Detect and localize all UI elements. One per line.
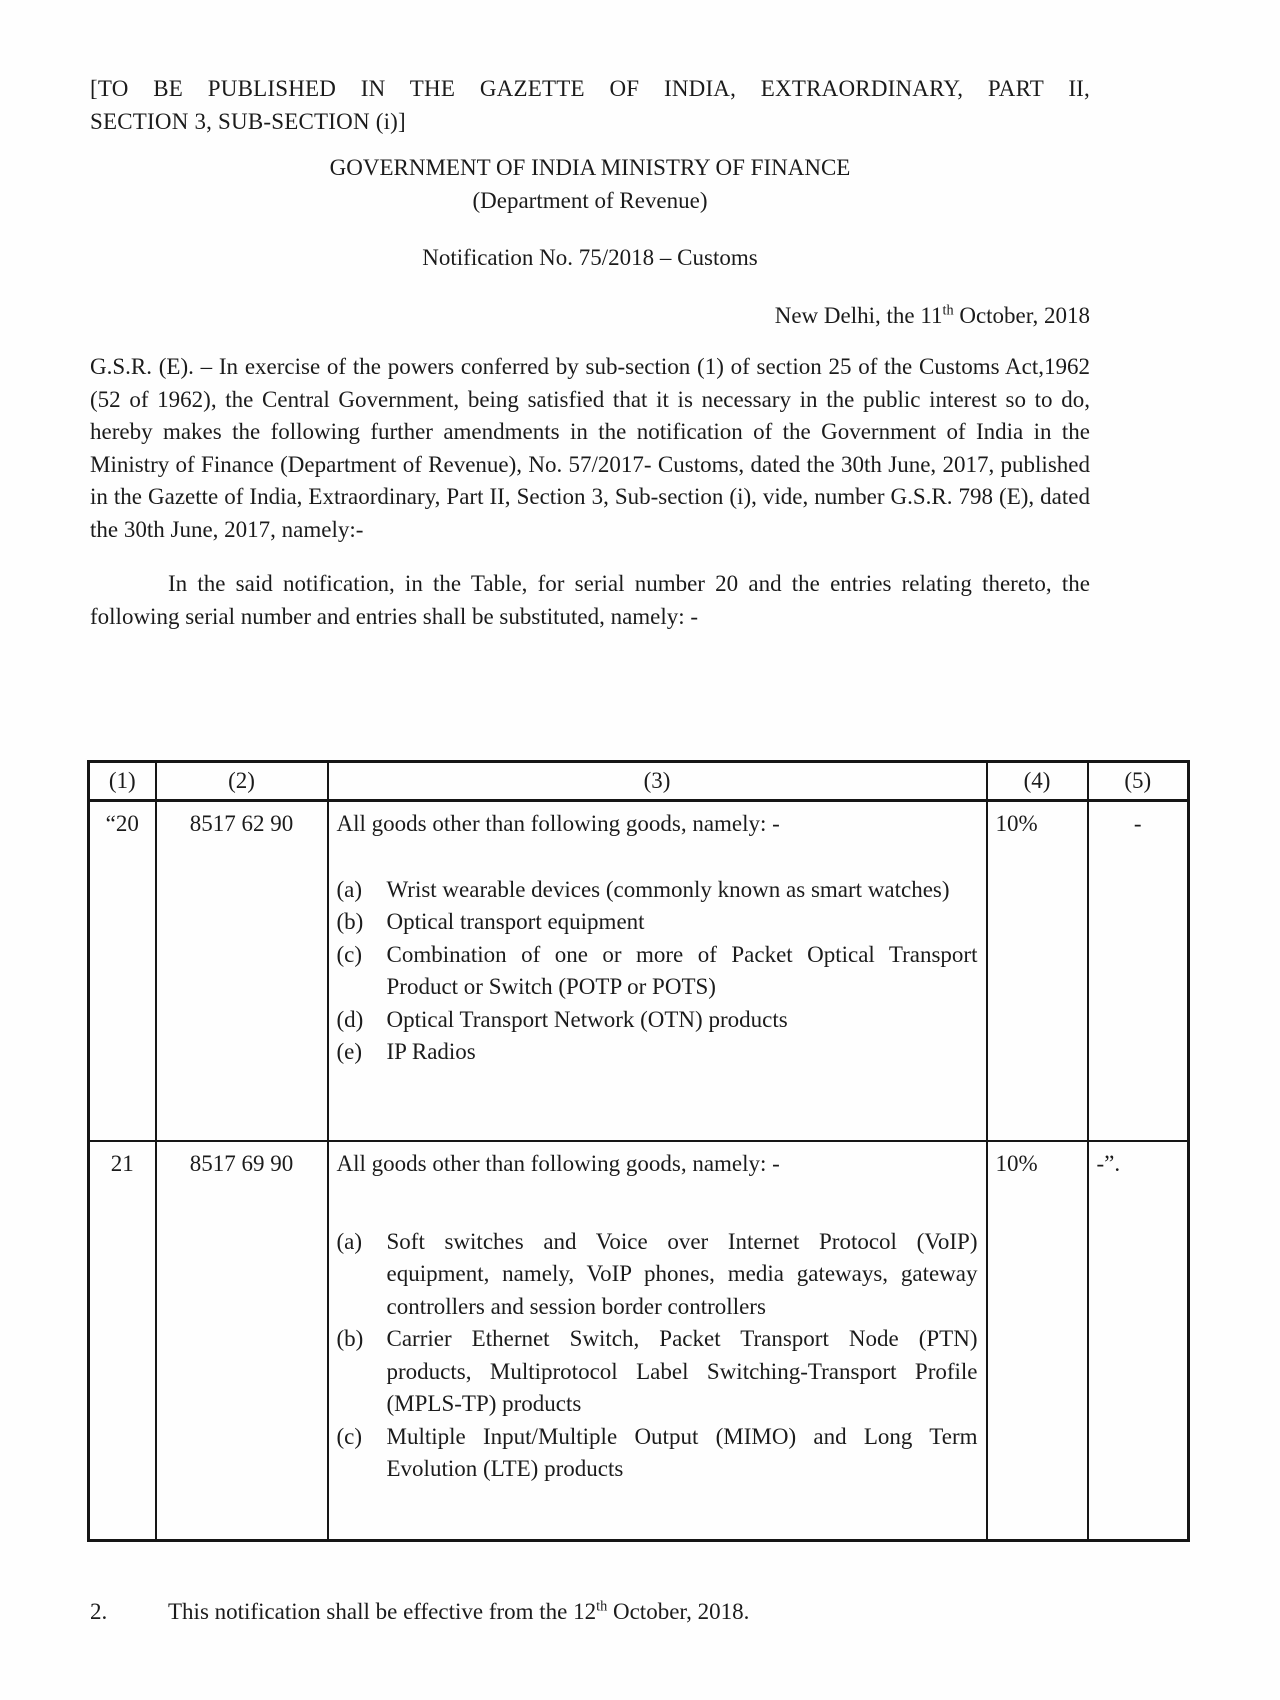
list-item: [337, 1421, 978, 1486]
description-item-list: [337, 1226, 978, 1486]
date-prefix: New Delhi, the 11: [774, 302, 943, 328]
gazette-notice-line2: SECTION 3, SUB-SECTION (i)]: [90, 108, 406, 134]
date-ordinal-suffix: th: [942, 301, 954, 318]
description-item-list: [337, 874, 978, 1069]
list-item: [337, 874, 978, 907]
effective-date-text: [168, 1599, 749, 1624]
substitution-paragraph: In the said notification, in the Table, for serial number 20 and the entries relating thereto, the following serial number and entries shall be substituted, namely: -: [90, 571, 1090, 629]
item-text: Optical Transport Network (OTN) products: [386, 1006, 788, 1032]
item-text: Soft switches and Voice over Internet Protocol (VoIP) equipment, namely, VoIP phones, media gateways, gateway controllers and session border controllers: [386, 1228, 978, 1319]
condition-cell: -”.: [1088, 1141, 1189, 1541]
date-line: [90, 300, 1090, 333]
item-label: (c): [336, 941, 363, 967]
gazette-publication-notice: [90, 73, 1090, 138]
date-suffix: October, 2018: [953, 302, 1090, 328]
item-text: Wrist wearable devices (commonly known as smart watches): [386, 876, 950, 902]
description-intro: All goods other than following goods, namely: -: [336, 1151, 780, 1176]
item-label: (b): [336, 1326, 364, 1351]
notification-title: Notification No. 75/2018 – Customs: [422, 245, 758, 270]
item-label: (d): [336, 1006, 364, 1032]
description-cell: [328, 1141, 987, 1541]
list-item: [337, 1004, 978, 1037]
table-row-serial-20: [89, 801, 1189, 1142]
table-header-col2: (2): [156, 762, 328, 801]
list-item: [337, 906, 978, 939]
item-text: Multiple Input/Multiple Output (MIMO) and Long Term Evolution (LTE) products: [386, 1423, 978, 1481]
gsr-paragraph: G.S.R. (E). – In exercise of the powers conferred by sub-section (1) of section 25 of the Customs Act,1962 (52 of 1962), the Central Government, being satisfied that it is necessary in the public interest so to do, hereby makes the following further amendments in the notification of the Government of India in the Ministry of Finance (Department of Revenue), No. 57/2017- Customs, dated the 30th June, 2017, published in the Gazette of India, Extraordinary, Part II, Section 3, Sub-section (i), vide, number G.S.R. 798 (E), dated the 30th June, 2017, namely:-: [90, 354, 1090, 542]
item-label: (b): [336, 909, 364, 934]
serial-number-cell: 21: [89, 1141, 156, 1541]
effective-date-paragraph: [90, 1596, 1090, 1629]
effective-date-ordinal-suffix: th: [596, 1598, 608, 1615]
list-item: [337, 1323, 978, 1421]
item-text: IP Radios: [386, 1039, 476, 1064]
item-label: (a): [336, 1228, 363, 1254]
serial-number-cell: “20: [89, 801, 156, 1142]
table-header-row: [89, 762, 1189, 801]
item-label: (a): [336, 876, 363, 902]
table-header-col1: (1): [89, 762, 156, 801]
item-label: (c): [336, 1423, 363, 1449]
effective-date-prefix: This notification shall be effective from the 12: [168, 1599, 597, 1624]
description-cell: [328, 801, 987, 1142]
item-label: (e): [336, 1039, 363, 1064]
duty-rate-cell: 10%: [987, 801, 1088, 1142]
table-header-col3: (3): [328, 762, 987, 801]
effective-date-suffix: October, 2018.: [607, 1599, 750, 1624]
customs-duty-table: [87, 760, 1190, 1542]
gazette-notice-line1: [TO BE PUBLISHED IN THE GAZETTE OF INDIA, EXTRAORDINARY, PART II,: [90, 76, 1090, 101]
hs-code-cell: 8517 69 90: [156, 1141, 328, 1541]
table-row-serial-21: [89, 1141, 1189, 1541]
condition-cell: -: [1088, 801, 1189, 1142]
item-text: Combination of one or more of Packet Optical Transport Product or Switch (POTP or POTS): [386, 941, 978, 999]
table-header-col5: (5): [1088, 762, 1189, 801]
duty-rate-cell: 10%: [987, 1141, 1088, 1541]
table-header-col4: (4): [987, 762, 1088, 801]
item-text: Carrier Ethernet Switch, Packet Transport Node (PTN) products, Multiprotocol Label Switching-Transport Profile (MPLS-TP) products: [386, 1326, 978, 1416]
hs-code-cell: 8517 62 90: [156, 801, 328, 1142]
department-heading: (Department of Revenue): [472, 187, 708, 213]
list-item: [337, 1036, 978, 1069]
paragraph-number: 2.: [90, 1599, 108, 1624]
list-item: [337, 939, 978, 1004]
description-intro: All goods other than following goods, namely: -: [336, 811, 780, 836]
item-text: Optical transport equipment: [386, 909, 645, 934]
list-item: [337, 1226, 978, 1324]
ministry-heading: GOVERNMENT OF INDIA MINISTRY OF FINANCE: [329, 155, 851, 180]
